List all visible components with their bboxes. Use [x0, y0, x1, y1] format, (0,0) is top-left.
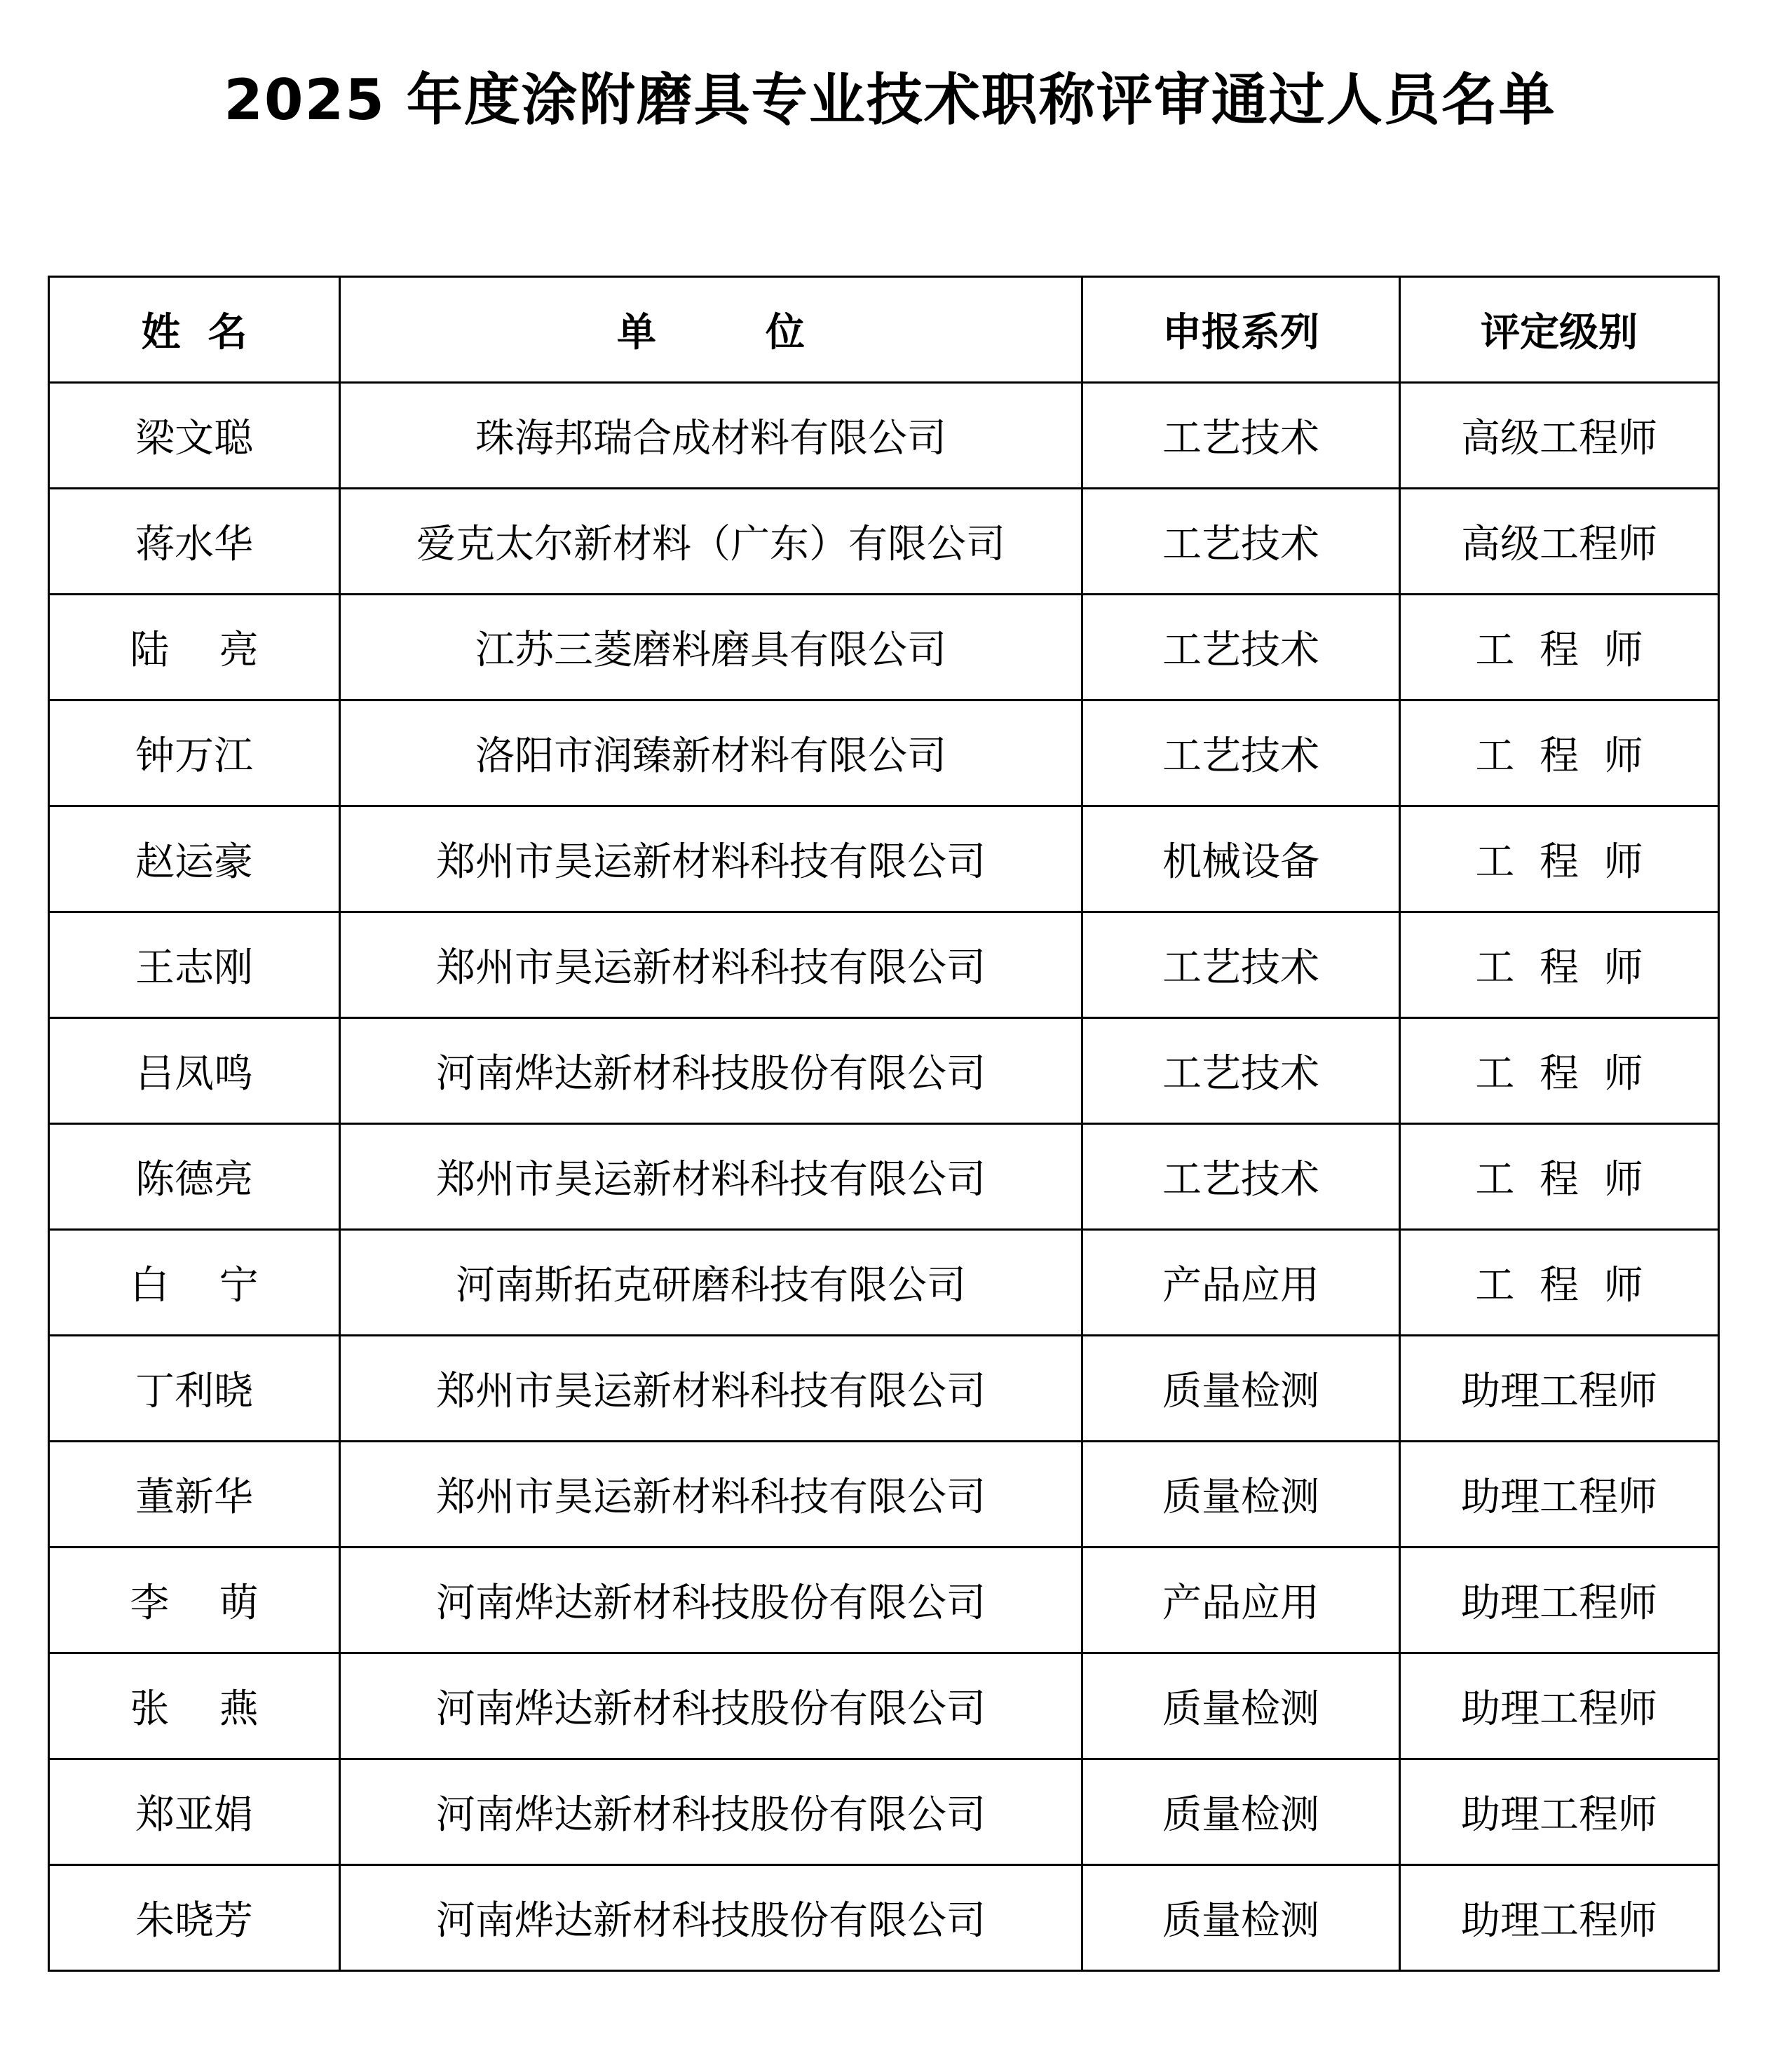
table-row [49, 1865, 1719, 1971]
cell-series: 工艺技术 [1082, 912, 1400, 1018]
cell-unit: 河南烨达新材科技股份有限公司 [340, 1653, 1082, 1759]
cell-series: 工艺技术 [1082, 700, 1400, 806]
cell-unit: 洛阳市润臻新材料有限公司 [340, 700, 1082, 806]
cell-name: 白 宁 [49, 1230, 340, 1336]
cell-series: 工艺技术 [1082, 489, 1400, 595]
cell-series: 质量检测 [1082, 1759, 1400, 1865]
cell-series: 机械设备 [1082, 806, 1400, 912]
cell-unit: 河南烨达新材科技股份有限公司 [340, 1018, 1082, 1124]
cell-unit: 河南烨达新材科技股份有限公司 [340, 1759, 1082, 1865]
cell-unit: 郑州市昊运新材料科技有限公司 [340, 1124, 1082, 1230]
cell-name: 钟万江 [49, 700, 340, 806]
table-row [49, 1230, 1719, 1336]
cell-unit: 爱克太尔新材料（广东）有限公司 [340, 489, 1082, 595]
cell-name: 梁文聪 [49, 383, 340, 489]
cell-level: 助理工程师 [1400, 1653, 1719, 1759]
cell-unit: 郑州市昊运新材料科技有限公司 [340, 1442, 1082, 1548]
cell-level: 助理工程师 [1400, 1442, 1719, 1548]
table-row [49, 595, 1719, 700]
cell-level: 工 程 师 [1400, 806, 1719, 912]
table-row [49, 700, 1719, 806]
cell-level: 工 程 师 [1400, 912, 1719, 1018]
cell-series: 工艺技术 [1082, 383, 1400, 489]
cell-level: 高级工程师 [1400, 489, 1719, 595]
table-body [49, 383, 1719, 1971]
table-row [49, 383, 1719, 489]
table-row [49, 1759, 1719, 1865]
cell-name: 陆 亮 [49, 595, 340, 700]
cell-series: 质量检测 [1082, 1336, 1400, 1442]
cell-series: 质量检测 [1082, 1865, 1400, 1971]
cell-level: 工 程 师 [1400, 1124, 1719, 1230]
cell-level: 工 程 师 [1400, 700, 1719, 806]
cell-name: 董新华 [49, 1442, 340, 1548]
table-row [49, 1124, 1719, 1230]
cell-series: 产品应用 [1082, 1548, 1400, 1653]
cell-series: 质量检测 [1082, 1653, 1400, 1759]
cell-unit: 郑州市昊运新材料科技有限公司 [340, 1336, 1082, 1442]
header-row [49, 277, 1719, 383]
cell-name: 郑亚娟 [49, 1759, 340, 1865]
document-title: 2025 年度涂附磨具专业技术职称评审通过人员名单 [224, 67, 1556, 133]
table-row [49, 1653, 1719, 1759]
header-name: 姓 名 [49, 277, 340, 383]
header-level: 评定级别 [1400, 277, 1719, 383]
table-header [49, 277, 1719, 383]
header-series: 申报系列 [1082, 277, 1400, 383]
cell-name: 赵运豪 [49, 806, 340, 912]
cell-name: 李 萌 [49, 1548, 340, 1653]
cell-unit: 郑州市昊运新材料科技有限公司 [340, 912, 1082, 1018]
cell-unit: 河南烨达新材科技股份有限公司 [340, 1548, 1082, 1653]
table-row [49, 806, 1719, 912]
cell-level: 助理工程师 [1400, 1336, 1719, 1442]
cell-unit: 郑州市昊运新材料科技有限公司 [340, 806, 1082, 912]
table-row [49, 1442, 1719, 1548]
cell-series: 产品应用 [1082, 1230, 1400, 1336]
cell-level: 高级工程师 [1400, 383, 1719, 489]
table-row [49, 1018, 1719, 1124]
header-unit: 单 位 [340, 277, 1082, 383]
cell-unit: 河南烨达新材科技股份有限公司 [340, 1865, 1082, 1971]
cell-unit: 珠海邦瑞合成材料有限公司 [340, 383, 1082, 489]
cell-series: 工艺技术 [1082, 595, 1400, 700]
cell-unit: 江苏三菱磨料磨具有限公司 [340, 595, 1082, 700]
cell-level: 工 程 师 [1400, 1230, 1719, 1336]
roster-table [48, 276, 1720, 1972]
table-row [49, 1548, 1719, 1653]
cell-series: 工艺技术 [1082, 1018, 1400, 1124]
cell-name: 朱晓芳 [49, 1865, 340, 1971]
cell-level: 助理工程师 [1400, 1759, 1719, 1865]
cell-series: 质量检测 [1082, 1442, 1400, 1548]
cell-level: 工 程 师 [1400, 595, 1719, 700]
cell-level: 工 程 师 [1400, 1018, 1719, 1124]
cell-name: 蒋水华 [49, 489, 340, 595]
cell-level: 助理工程师 [1400, 1548, 1719, 1653]
table-row [49, 1336, 1719, 1442]
cell-name: 吕凤鸣 [49, 1018, 340, 1124]
table-row [49, 489, 1719, 595]
cell-name: 张 燕 [49, 1653, 340, 1759]
cell-name: 丁利晓 [49, 1336, 340, 1442]
cell-name: 王志刚 [49, 912, 340, 1018]
cell-name: 陈德亮 [49, 1124, 340, 1230]
table-row [49, 912, 1719, 1018]
cell-unit: 河南斯拓克研磨科技有限公司 [340, 1230, 1082, 1336]
cell-series: 工艺技术 [1082, 1124, 1400, 1230]
cell-level: 助理工程师 [1400, 1865, 1719, 1971]
